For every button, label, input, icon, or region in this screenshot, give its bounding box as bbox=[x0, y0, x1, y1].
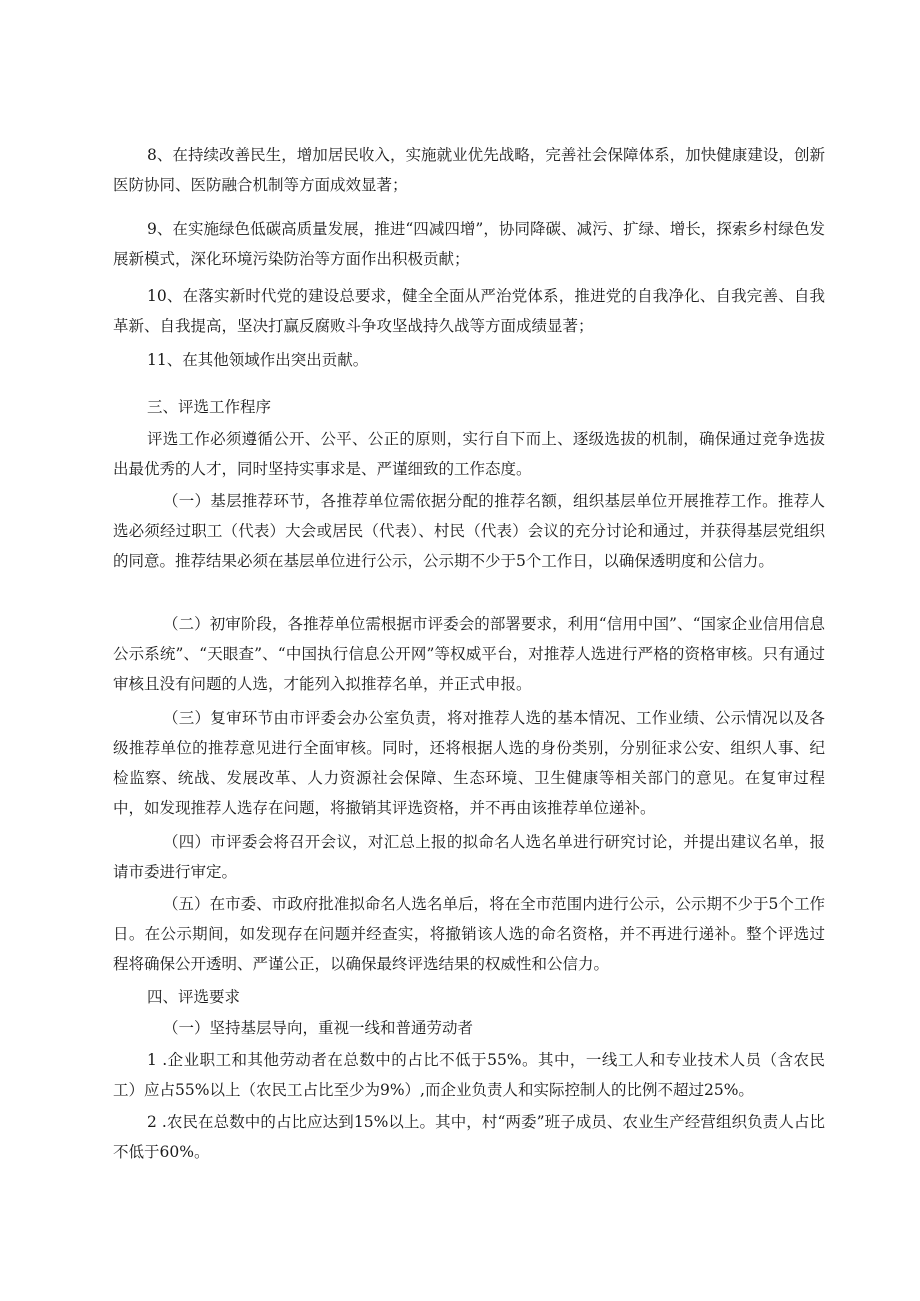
paragraph-item-10: 10、在落实新时代党的建设总要求，健全全面从严治党体系，推进党的自我净化、自我完善、自我革新、自我提高，坚决打赢反腐败斗争攻坚战持久战等方面成绩显著； bbox=[113, 287, 825, 335]
requirement-1: （一）坚持基层导向，重视一线和普通劳动者 bbox=[163, 1019, 474, 1037]
requirement-1-item-2: 2 .农民在总数中的占比应达到15%以上。其中，村“两委”班子成员、农业生产经营组织负责人占比不低于60%。 bbox=[113, 1113, 825, 1161]
procedure-step-2: （二）初审阶段，各推荐单位需根据市评委会的部署要求，利用“信用中国”、“国家企业信用信息公示系统”、“天眼查”、“中国执行信息公开网”等权威平台，对推荐人选进行严格的资格审核。只有通过审核且没有问题的人选，才能列入拟推荐名单，并正式申报。 bbox=[113, 615, 825, 693]
procedure-step-5: （五）在市委、市政府批准拟命名人选名单后，将在全市范围内进行公示，公示期不少于5个工作日。在公示期间，如发现存在问题并经查实，将撤销该人选的命名资格，并不再进行递补。整个评选过程将确保公开透明、严谨公正，以确保最终评选结果的权威性和公信力。 bbox=[113, 895, 825, 973]
requirement-1-item-1: 1 .企业职工和其他劳动者在总数中的占比不低于55%。其中，一线工人和专业技术人员（含农民工）应占55%以上（农民工占比至少为9%）,而企业负责人和实际控制人的比例不超过25%。 bbox=[113, 1051, 825, 1099]
procedure-step-1: （一）基层推荐环节，各推荐单位需依据分配的推荐名额，组织基层单位开展推荐工作。推荐人选必须经过职工（代表）大会或居民（代表）、村民（代表）会议的充分讨论和通过，并获得基层党组织的同意。推荐结果必须在基层单位进行公示，公示期不少于5个工作日，以确保透明度和公信力。 bbox=[113, 492, 825, 570]
procedure-step-4: （四）市评委会将召开会议，对汇总上报的拟命名人选名单进行研究讨论，并提出建议名单，报请市委进行审定。 bbox=[113, 833, 825, 881]
section-heading-3: 三、评选工作程序 bbox=[147, 398, 272, 416]
paragraph-item-9: 9、在实施绿色低碳高质量发展，推进“四减四增”，协同降碳、减污、扩绿、增长，探索乡村绿色发展新模式，深化环境污染防治等方面作出积极贡献； bbox=[113, 220, 825, 268]
paragraph-item-8: 8、在持续改善民生，增加居民收入，实施就业优先战略，完善社会保障体系，加快健康建设，创新医防协同、医防融合机制等方面成效显著； bbox=[113, 146, 825, 194]
section-3-intro: 评选工作必须遵循公开、公平、公正的原则，实行自下而上、逐级选拔的机制，确保通过竞争选拔出最优秀的人才，同时坚持实事求是、严谨细致的工作态度。 bbox=[113, 430, 825, 478]
section-heading-4: 四、评选要求 bbox=[147, 988, 241, 1006]
paragraph-item-11: 11、在其他领域作出突出贡献。 bbox=[147, 351, 369, 369]
procedure-step-3: （三）复审环节由市评委会办公室负责，将对推荐人选的基本情况、工作业绩、公示情况以及各级推荐单位的推荐意见进行全面审核。同时，还将根据人选的身份类别，分别征求公安、组织人事、纪检监察、统战、发展改革、人力资源社会保障、生态环境、卫生健康等相关部门的意见。在复审过程中，如发现推荐人选存在问题，将撤销其评选资格，并不再由该推荐单位递补。 bbox=[113, 709, 825, 817]
